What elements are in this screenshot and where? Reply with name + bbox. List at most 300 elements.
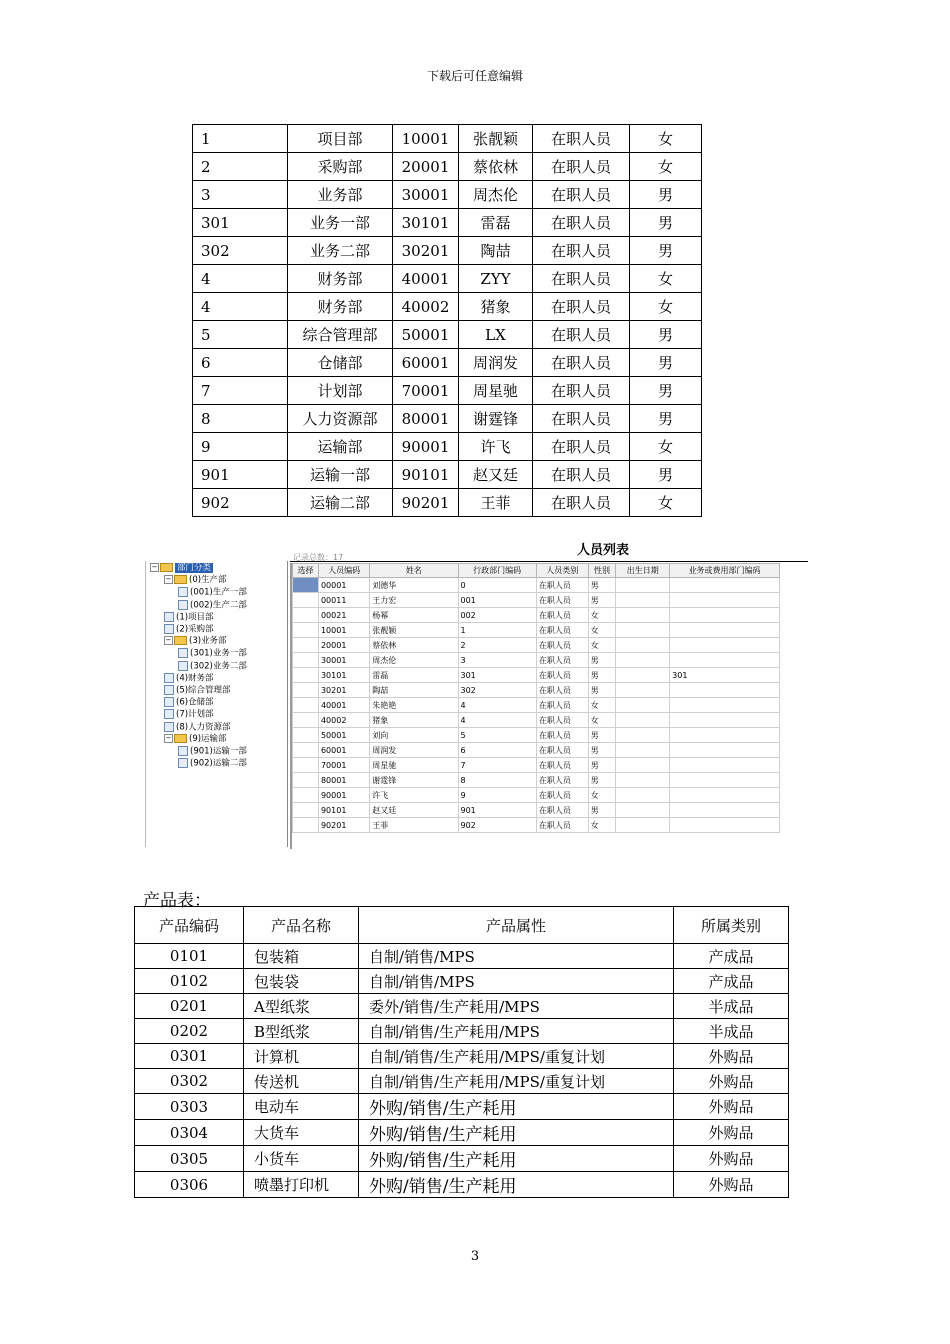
grid-cell: 20001 xyxy=(318,638,369,653)
grid-cell: 许飞 xyxy=(370,788,458,803)
table-cell: 男 xyxy=(630,321,702,349)
grid-cell: 女 xyxy=(588,788,616,803)
select-cell[interactable] xyxy=(293,653,319,668)
tree-node[interactable] xyxy=(178,758,247,769)
grid-cell: 王菲 xyxy=(370,818,458,833)
select-cell[interactable] xyxy=(293,683,319,698)
grid-cell: 陶喆 xyxy=(370,683,458,698)
table-cell: ZYY xyxy=(459,265,533,293)
tree-node[interactable] xyxy=(164,722,231,733)
grid-cell xyxy=(616,608,670,623)
table-cell: 财务部 xyxy=(288,265,393,293)
grid-cell: 周杰伦 xyxy=(370,653,458,668)
grid-cell: 张靓颖 xyxy=(370,623,458,638)
tree-label: (4)财务部 xyxy=(176,673,214,684)
table-row xyxy=(193,405,702,433)
table-row xyxy=(193,153,702,181)
table-cell: 在职人员 xyxy=(533,321,630,349)
tree-node[interactable] xyxy=(164,636,227,647)
table-row xyxy=(135,1120,789,1146)
table-cell: 王菲 xyxy=(459,489,533,517)
column-header[interactable]: 人员类别 xyxy=(536,564,588,578)
document-icon xyxy=(178,758,188,768)
tree-label: (9)运输部 xyxy=(189,733,227,744)
table-row xyxy=(193,461,702,489)
grid-cell: 30101 xyxy=(318,668,369,683)
document-icon xyxy=(178,587,188,597)
tree-label: (1)项目部 xyxy=(176,612,214,623)
grid-cell xyxy=(616,818,670,833)
grid-cell: 男 xyxy=(588,728,616,743)
expand-toggle-icon[interactable]: − xyxy=(165,575,172,584)
grid-cell: 在职人员 xyxy=(536,773,588,788)
table-cell: 综合管理部 xyxy=(288,321,393,349)
select-cell[interactable] xyxy=(293,713,319,728)
table-cell: 周杰伦 xyxy=(459,181,533,209)
grid-cell: 301 xyxy=(670,668,780,683)
grid-cell: 在职人员 xyxy=(536,668,588,683)
grid-cell: 在职人员 xyxy=(536,593,588,608)
table-cell: 10001 xyxy=(393,125,459,153)
table-cell: 90101 xyxy=(393,461,459,489)
table-cell: 外购品 xyxy=(674,1044,789,1069)
table-cell: 女 xyxy=(630,293,702,321)
table-row xyxy=(193,181,702,209)
grid-row[interactable] xyxy=(293,728,780,743)
document-icon xyxy=(164,685,174,695)
grid-cell: 在职人员 xyxy=(536,713,588,728)
table-cell: 包装箱 xyxy=(244,944,359,969)
column-header[interactable]: 性别 xyxy=(588,564,616,578)
tree-label: (8)人力资源部 xyxy=(176,722,231,733)
table-cell: 周星驰 xyxy=(459,377,533,405)
grid-cell: 9 xyxy=(458,788,536,803)
column-header[interactable]: 人员编码 xyxy=(318,564,369,578)
grid-cell xyxy=(670,773,780,788)
table-cell: 301 xyxy=(193,209,288,237)
grid-cell: 4 xyxy=(458,713,536,728)
table-cell: 产成品 xyxy=(674,969,789,994)
tree-label: (901)运输一部 xyxy=(190,746,247,757)
grid-cell: 在职人员 xyxy=(536,728,588,743)
grid-cell: 5 xyxy=(458,728,536,743)
table-cell: 在职人员 xyxy=(533,265,630,293)
grid-cell: 赵又廷 xyxy=(370,803,458,818)
table-row xyxy=(135,1172,789,1198)
tree-label: (6)仓储部 xyxy=(176,697,214,708)
table-cell: 小货车 xyxy=(244,1146,359,1172)
table-cell: 运输部 xyxy=(288,433,393,461)
document-icon xyxy=(164,612,174,622)
grid-cell xyxy=(616,653,670,668)
table-cell: 在职人员 xyxy=(533,461,630,489)
page-number: 3 xyxy=(470,1249,480,1264)
document-icon xyxy=(164,624,174,634)
table-cell: 项目部 xyxy=(288,125,393,153)
table-cell: 0101 xyxy=(135,944,244,969)
page-header: 下载后可任意编辑 xyxy=(426,69,523,83)
table-cell: 在职人员 xyxy=(533,433,630,461)
grid-row[interactable] xyxy=(293,788,780,803)
table-cell: 60001 xyxy=(393,349,459,377)
grid-cell: 4 xyxy=(458,698,536,713)
grid-row[interactable] xyxy=(293,578,780,593)
table-cell: 猪象 xyxy=(459,293,533,321)
select-cell[interactable] xyxy=(293,758,319,773)
grid-cell xyxy=(616,773,670,788)
table-cell: 8 xyxy=(193,405,288,433)
column-header[interactable]: 选择 xyxy=(293,564,319,578)
table-row xyxy=(135,1146,789,1172)
select-cell[interactable] xyxy=(293,623,319,638)
grid-cell xyxy=(670,593,780,608)
grid-cell xyxy=(670,623,780,638)
table-cell: 业务一部 xyxy=(288,209,393,237)
expand-toggle-icon[interactable]: − xyxy=(165,733,172,742)
column-header[interactable]: 出生日期 xyxy=(616,564,670,578)
grid-cell xyxy=(616,683,670,698)
table-row xyxy=(193,377,702,405)
table-cell: A型纸浆 xyxy=(244,994,359,1019)
tree-node[interactable] xyxy=(164,673,214,684)
department-staff-table xyxy=(192,124,702,517)
table-cell: 7 xyxy=(193,377,288,405)
tree-node[interactable] xyxy=(164,575,227,586)
tree-node[interactable] xyxy=(178,600,247,611)
tree-node[interactable] xyxy=(164,734,227,745)
table-cell: 自制/销售/生产耗用/MPS/重复计划 xyxy=(359,1069,674,1094)
grid-cell: 在职人员 xyxy=(536,638,588,653)
grid-cell xyxy=(670,713,780,728)
grid-cell: 男 xyxy=(588,578,616,593)
grid-cell: 301 xyxy=(458,668,536,683)
table-cell: 电动车 xyxy=(244,1094,359,1120)
table-cell: 0102 xyxy=(135,969,244,994)
table-row xyxy=(193,321,702,349)
grid-cell: 杨幂 xyxy=(370,608,458,623)
grid-cell: 男 xyxy=(588,743,616,758)
table-row xyxy=(135,1094,789,1120)
grid-cell: 在职人员 xyxy=(536,683,588,698)
expand-toggle-icon[interactable]: − xyxy=(165,636,172,645)
table-cell: 0306 xyxy=(135,1172,244,1198)
grid-row[interactable] xyxy=(293,623,780,638)
table-cell: 男 xyxy=(630,377,702,405)
table-row xyxy=(135,994,789,1019)
tree-node[interactable] xyxy=(178,746,247,757)
folder-icon xyxy=(174,734,187,743)
table-cell: 仓储部 xyxy=(288,349,393,377)
table-cell: 0301 xyxy=(135,1044,244,1069)
grid-cell: 在职人员 xyxy=(536,743,588,758)
grid-cell xyxy=(616,623,670,638)
grid-cell: 女 xyxy=(588,818,616,833)
grid-cell: 30201 xyxy=(318,683,369,698)
tree-label: (902)运输二部 xyxy=(190,758,247,769)
select-cell[interactable] xyxy=(293,698,319,713)
grid-cell: 朱艳艳 xyxy=(370,698,458,713)
table-cell: 在职人员 xyxy=(533,349,630,377)
table-cell: 5 xyxy=(193,321,288,349)
table-row xyxy=(193,209,702,237)
table-row xyxy=(193,265,702,293)
staff-list-screenshot xyxy=(143,537,808,849)
table-cell: 9 xyxy=(193,433,288,461)
staff-grid xyxy=(290,563,780,849)
table-cell: 业务二部 xyxy=(288,237,393,265)
table-cell: 80001 xyxy=(393,405,459,433)
table-row xyxy=(193,433,702,461)
grid-row[interactable] xyxy=(293,758,780,773)
tree-label: (3)业务部 xyxy=(189,636,227,647)
table-cell: 外购品 xyxy=(674,1094,789,1120)
grid-cell: 刘向 xyxy=(370,728,458,743)
table-cell: LX xyxy=(459,321,533,349)
tree-node[interactable] xyxy=(178,587,247,598)
grid-cell: 猪象 xyxy=(370,713,458,728)
grid-cell xyxy=(670,743,780,758)
table-cell: 在职人员 xyxy=(533,209,630,237)
tree-node[interactable] xyxy=(178,648,247,659)
column-header: 产品编码 xyxy=(135,907,244,944)
grid-cell: 7 xyxy=(458,758,536,773)
tree-node[interactable] xyxy=(164,624,214,635)
table-cell: 委外/销售/生产耗用/MPS xyxy=(359,994,674,1019)
table-cell: 在职人员 xyxy=(533,153,630,181)
table-row xyxy=(135,969,789,994)
table-cell: 女 xyxy=(630,125,702,153)
grid-cell: 男 xyxy=(588,803,616,818)
grid-cell: 3 xyxy=(458,653,536,668)
table-row xyxy=(135,944,789,969)
record-count: 记录总数：17 xyxy=(293,553,344,562)
header-row xyxy=(135,907,789,944)
grid-cell: 男 xyxy=(588,668,616,683)
grid-cell: 2 xyxy=(458,638,536,653)
grid-cell: 雷磊 xyxy=(370,668,458,683)
grid-row[interactable] xyxy=(293,773,780,788)
table-cell: 半成品 xyxy=(674,994,789,1019)
grid-cell: 男 xyxy=(588,593,616,608)
grid-row[interactable] xyxy=(293,743,780,758)
document-icon xyxy=(178,600,188,610)
tree-label: (7)计划部 xyxy=(176,709,214,720)
grid-cell: 30001 xyxy=(318,653,369,668)
grid-cell xyxy=(670,608,780,623)
select-cell[interactable] xyxy=(293,608,319,623)
folder-icon xyxy=(174,575,187,584)
grid-row[interactable] xyxy=(293,803,780,818)
table-cell: 外购/销售/生产耗用 xyxy=(359,1172,674,1198)
table-cell: 女 xyxy=(630,265,702,293)
tree-root[interactable] xyxy=(150,563,213,574)
grid-cell: 1 xyxy=(458,623,536,638)
grid-row[interactable] xyxy=(293,653,780,668)
grid-cell: 90201 xyxy=(318,818,369,833)
grid-cell xyxy=(670,728,780,743)
table-cell: 喷墨打印机 xyxy=(244,1172,359,1198)
grid-cell xyxy=(616,713,670,728)
table-cell: 陶喆 xyxy=(459,237,533,265)
table-cell: 财务部 xyxy=(288,293,393,321)
tree-node[interactable] xyxy=(164,697,214,708)
grid-row[interactable] xyxy=(293,818,780,833)
grid-row[interactable] xyxy=(293,638,780,653)
expand-toggle-icon[interactable]: − xyxy=(151,563,158,571)
grid-row[interactable] xyxy=(293,608,780,623)
grid-cell: 在职人员 xyxy=(536,653,588,668)
grid-cell xyxy=(670,698,780,713)
grid-cell: 周润发 xyxy=(370,743,458,758)
grid-cell xyxy=(670,758,780,773)
column-header: 产品属性 xyxy=(359,907,674,944)
table-cell: 0201 xyxy=(135,994,244,1019)
grid-row[interactable] xyxy=(293,683,780,698)
grid-cell xyxy=(670,788,780,803)
select-cell[interactable] xyxy=(293,818,319,833)
tree-node[interactable] xyxy=(178,661,247,672)
select-cell[interactable] xyxy=(293,788,319,803)
grid-cell: 在职人员 xyxy=(536,623,588,638)
table-cell: 自制/销售/MPS xyxy=(359,944,674,969)
table-cell: 90001 xyxy=(393,433,459,461)
tree-label: (5)综合管理部 xyxy=(176,685,231,696)
select-cell[interactable] xyxy=(293,728,319,743)
grid-cell: 男 xyxy=(588,773,616,788)
table-cell: 产成品 xyxy=(674,944,789,969)
grid-row[interactable] xyxy=(293,713,780,728)
grid-cell xyxy=(616,668,670,683)
table-cell: 男 xyxy=(630,349,702,377)
table-cell: 0202 xyxy=(135,1019,244,1044)
table-cell: 在职人员 xyxy=(533,125,630,153)
table-cell: 20001 xyxy=(393,153,459,181)
select-cell[interactable] xyxy=(293,743,319,758)
table-row xyxy=(193,349,702,377)
select-cell[interactable] xyxy=(293,803,319,818)
table-cell: 男 xyxy=(630,181,702,209)
table-cell: 4 xyxy=(193,293,288,321)
select-cell[interactable] xyxy=(293,593,319,608)
select-cell[interactable] xyxy=(293,578,319,593)
table-cell: 传送机 xyxy=(244,1069,359,1094)
table-cell: 男 xyxy=(630,237,702,265)
grid-cell: 90101 xyxy=(318,803,369,818)
grid-cell xyxy=(670,803,780,818)
tree-node[interactable] xyxy=(164,612,214,623)
tree-label: (302)业务二部 xyxy=(190,661,247,672)
table-cell: 男 xyxy=(630,461,702,489)
table-cell: 运输二部 xyxy=(288,489,393,517)
table-row xyxy=(193,237,702,265)
grid-cell: 女 xyxy=(588,713,616,728)
grid-cell: 在职人员 xyxy=(536,758,588,773)
grid-cell xyxy=(670,653,780,668)
grid-cell: 60001 xyxy=(318,743,369,758)
document-icon xyxy=(164,697,174,707)
table-cell: 计划部 xyxy=(288,377,393,405)
grid-cell: 8 xyxy=(458,773,536,788)
table-row xyxy=(193,293,702,321)
table-cell: 谢霆锋 xyxy=(459,405,533,433)
folder-icon xyxy=(174,636,187,645)
table-cell: B型纸浆 xyxy=(244,1019,359,1044)
grid-cell: 王力宏 xyxy=(370,593,458,608)
grid-cell: 80001 xyxy=(318,773,369,788)
grid-cell: 男 xyxy=(588,758,616,773)
grid-cell: 00001 xyxy=(318,578,369,593)
folder-icon xyxy=(160,563,173,572)
grid-cell: 在职人员 xyxy=(536,608,588,623)
grid-cell: 在职人员 xyxy=(536,578,588,593)
grid-row[interactable] xyxy=(293,668,780,683)
table-row xyxy=(135,1019,789,1044)
tree-label: (001)生产一部 xyxy=(190,587,247,598)
grid-cell: 002 xyxy=(458,608,536,623)
table-cell: 30101 xyxy=(393,209,459,237)
grid-cell xyxy=(616,758,670,773)
table-cell: 0304 xyxy=(135,1120,244,1146)
table-cell: 901 xyxy=(193,461,288,489)
grid-row[interactable] xyxy=(293,698,780,713)
product-table-title: 产品表： xyxy=(143,891,211,911)
tree-label: (002)生产二部 xyxy=(190,600,247,611)
grid-cell: 在职人员 xyxy=(536,803,588,818)
product-table xyxy=(134,906,789,1198)
column-header[interactable]: 姓名 xyxy=(370,564,458,578)
grid-cell: 男 xyxy=(588,683,616,698)
select-cell[interactable] xyxy=(293,638,319,653)
column-header[interactable]: 业务或费用部门编码 xyxy=(670,564,780,578)
table-row xyxy=(135,1044,789,1069)
table-cell: 女 xyxy=(630,433,702,461)
table-cell: 在职人员 xyxy=(533,237,630,265)
table-cell: 外购品 xyxy=(674,1120,789,1146)
select-cell[interactable] xyxy=(293,668,319,683)
grid-cell: 302 xyxy=(458,683,536,698)
table-cell: 自制/销售/生产耗用/MPS xyxy=(359,1019,674,1044)
table-cell: 外购品 xyxy=(674,1172,789,1198)
table-cell: 女 xyxy=(630,153,702,181)
table-cell: 雷磊 xyxy=(459,209,533,237)
table-cell: 周润发 xyxy=(459,349,533,377)
select-cell[interactable] xyxy=(293,773,319,788)
document-icon xyxy=(164,709,174,719)
grid-cell: 50001 xyxy=(318,728,369,743)
grid-cell xyxy=(616,803,670,818)
table-cell: 30001 xyxy=(393,181,459,209)
table-cell: 40002 xyxy=(393,293,459,321)
column-header: 所属类别 xyxy=(674,907,789,944)
department-tree[interactable] xyxy=(145,561,288,847)
grid-cell xyxy=(616,698,670,713)
table-cell: 半成品 xyxy=(674,1019,789,1044)
grid-cell: 女 xyxy=(588,623,616,638)
column-header[interactable]: 行政部门编码 xyxy=(458,564,536,578)
grid-cell: 902 xyxy=(458,818,536,833)
table-cell: 外购品 xyxy=(674,1069,789,1094)
table-cell: 蔡依林 xyxy=(459,153,533,181)
tree-node[interactable] xyxy=(164,685,231,696)
table-cell: 外购/销售/生产耗用 xyxy=(359,1094,674,1120)
grid-row[interactable] xyxy=(293,593,780,608)
table-cell: 男 xyxy=(630,209,702,237)
grid-cell: 40002 xyxy=(318,713,369,728)
grid-cell xyxy=(616,578,670,593)
table-cell: 男 xyxy=(630,405,702,433)
table-cell: 外购/销售/生产耗用 xyxy=(359,1120,674,1146)
tree-node[interactable] xyxy=(164,709,214,720)
